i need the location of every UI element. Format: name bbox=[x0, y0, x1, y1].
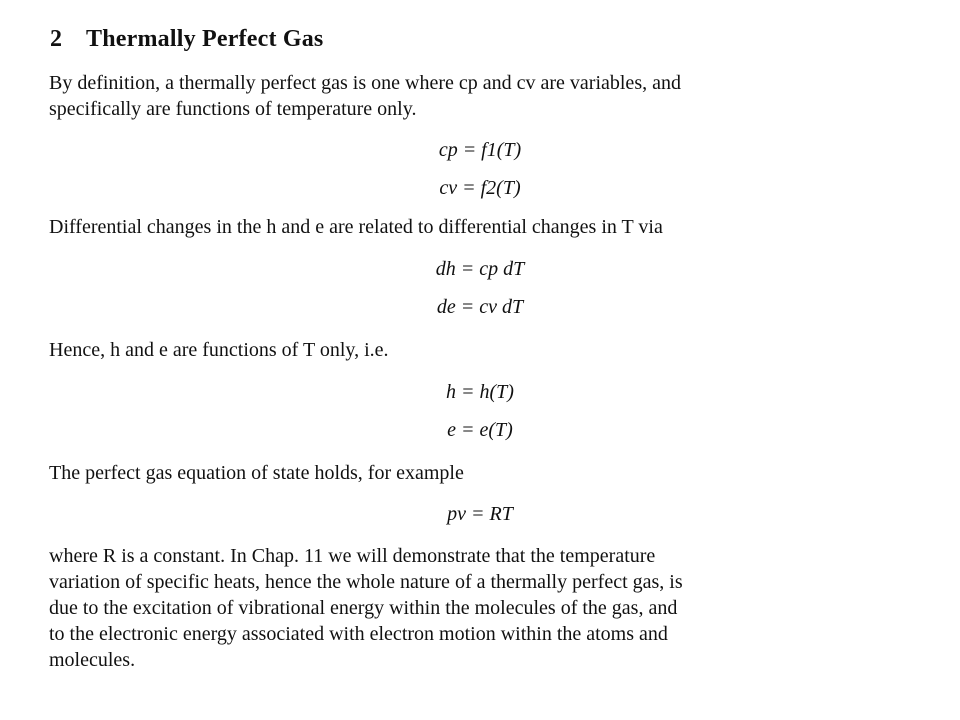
paragraph-line: By definition, a thermally perfect gas is one where cp and cv are variables, and bbox=[49, 72, 681, 94]
equation-h: h = h(T) bbox=[446, 381, 514, 403]
equation-cv: cv = f2(T) bbox=[439, 177, 521, 199]
equation-e: e = e(T) bbox=[447, 419, 513, 441]
paragraph-line: specifically are functions of temperature only. bbox=[49, 98, 417, 120]
paragraph-differential: Differential changes in the h and e are related to differential changes in T via bbox=[49, 216, 663, 238]
section-number: 2 bbox=[50, 26, 63, 52]
paragraph-explanation: where R is a constant. In Chap. 11 we will demonstrate that the temperature variation of specific heats, hence the whole nature of a thermally perfect gas, is due to the excitation of vibrational energy within the molecules of the gas, and to the electronic energy associated with electron motion within the atoms and molecules. bbox=[49, 545, 683, 671]
section-title: Thermally Perfect Gas bbox=[86, 26, 324, 52]
equation-cp: cp = f1(T) bbox=[438, 139, 522, 161]
section-heading bbox=[50, 26, 323, 53]
equation-state: pv = RT bbox=[447, 503, 513, 525]
equation-dh: dh = cp dT bbox=[435, 258, 525, 280]
paragraph-state: The perfect gas equation of state holds, for example bbox=[49, 462, 464, 484]
equation-de: de = cv dT bbox=[436, 296, 524, 318]
paragraph-definition bbox=[49, 70, 809, 122]
paragraph-hence: Hence, h and e are functions of T only, i.e. bbox=[49, 339, 389, 361]
